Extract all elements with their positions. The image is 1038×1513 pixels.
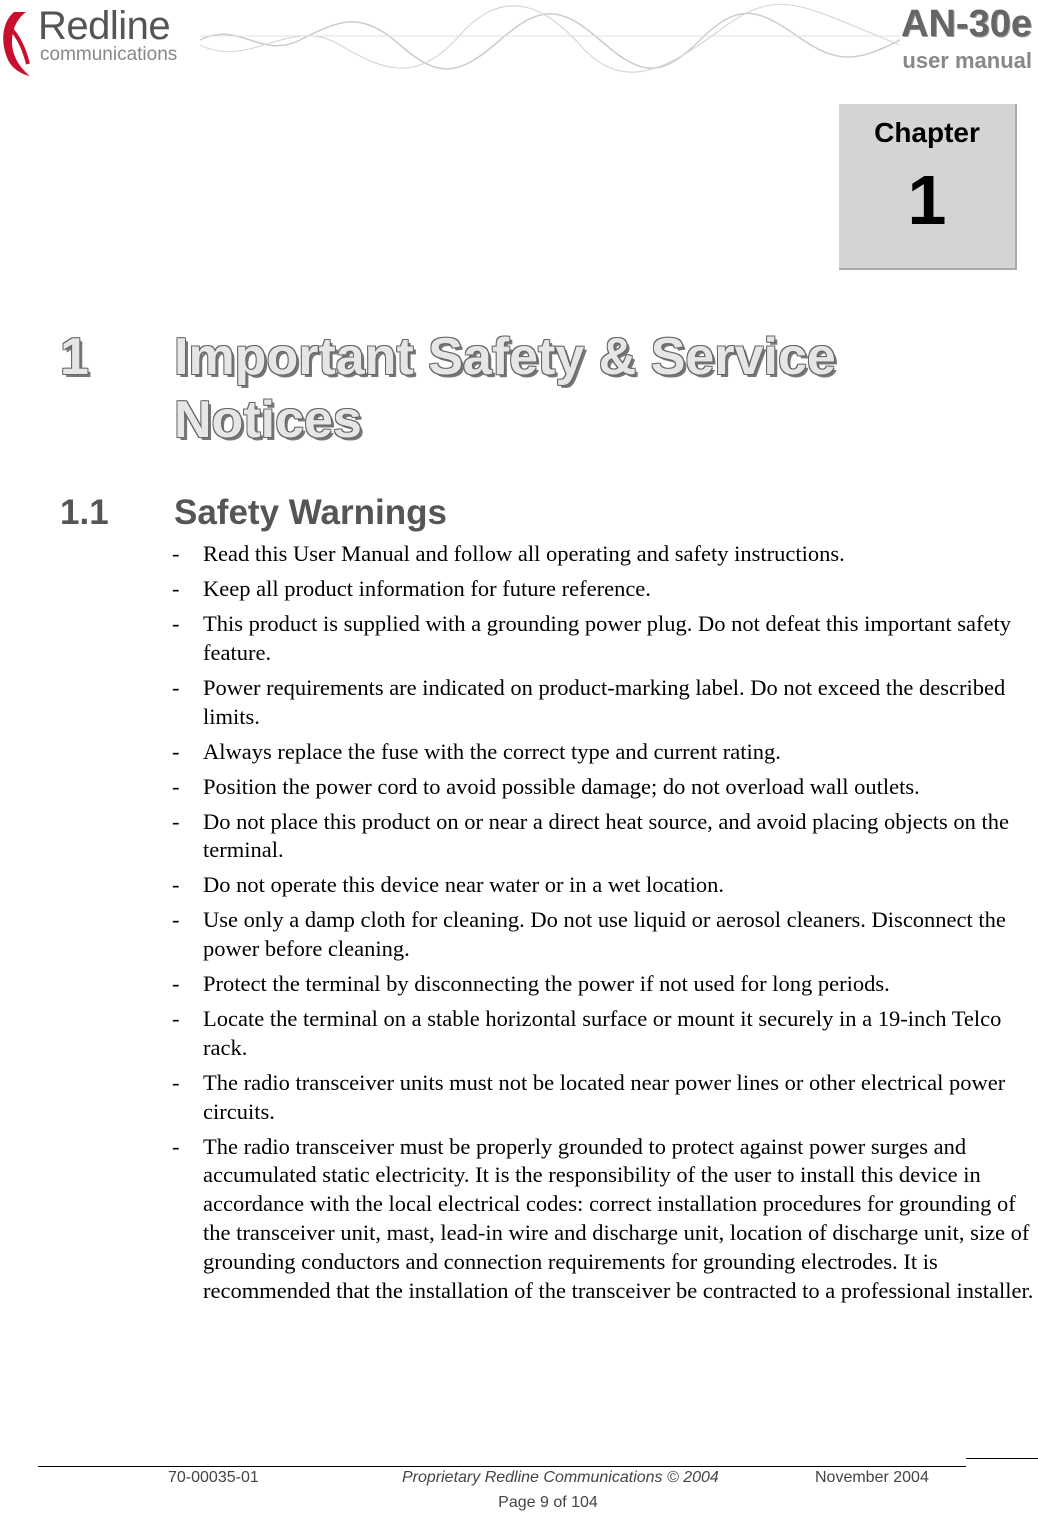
proprietary-notice: Proprietary Redline Communications © 2004 [402, 1469, 719, 1486]
footer-divider-right [966, 1458, 1038, 1459]
list-item: - Position the power cord to avoid possible damage; do not overload wall outlets. [172, 773, 920, 799]
list-item: - Power requirements are indicated on product-marking label. Do not exceed the described limits. [172, 674, 1006, 729]
page-header [0, 0, 1038, 90]
list-item: - Locate the terminal on a stable horizontal surface or mount it securely in a 19-inch Telco rack. [172, 1006, 1002, 1060]
footer-date: November 2004 [815, 1469, 929, 1486]
section-number: 1.1 [60, 493, 109, 532]
warning-text: Always replace the fuse with the correct type and current rating. [203, 738, 781, 764]
chapter-heading-title: Important Safety & Service Notices [174, 328, 836, 449]
chapter-heading-number: 1 [60, 328, 89, 386]
list-item: - This product is supplied with a grounding power plug. Do not defeat this important safety feature. [172, 610, 1011, 665]
list-item: - Protect the terminal by disconnecting the power if not used for long periods. [172, 971, 890, 997]
list-item: - The radio transceiver must be properly grounded to protect against power surges and accumulated static electricity. It is the responsibility of the user to install this device in accordance with the local electrical codes: correct installation procedures for grounding of the transceiver unit, mast, lead-in wire and discharge unit, location of discharge unit, size of grounding conductors and connection requirements for grounding electrodes. It is recommended that the installation of the transceiver be contracted to a professional installer. [172, 1133, 1034, 1303]
list-item: - Use only a damp cloth for cleaning. Do not use liquid or aerosol cleaners. Disconnect the power before cleaning. [172, 907, 1006, 962]
list-item: - Always replace the fuse with the correct type and current rating. [172, 738, 781, 764]
warning-text: Use only a damp cloth for cleaning. Do not use liquid or aerosol cleaners. Disconnect the power before cleaning. [203, 907, 1006, 962]
warning-text: Power requirements are indicated on product-marking label. Do not exceed the described limits. [203, 674, 1006, 729]
warning-text: The radio transceiver must be properly grounded to protect against power surges and accumulated static electricity. It is the responsibility of the user to install this device in accordance with the local electrical codes: correct installation procedures for grounding of the transceiver unit, mast, lead-in wire and discharge unit, location of discharge unit, size of grounding conductors and connection requirements for grounding electrodes. It is recommended that the installation of the transceiver be contracted to a professional installer. [203, 1133, 1034, 1303]
list-item: - Keep all product information for future reference. [172, 575, 651, 601]
list-item: - Do not place this product on or near a direct heat source, and avoid placing objects on the terminal. [172, 808, 1009, 863]
chapter-label: Chapter [874, 117, 980, 148]
list-item: - Do not operate this device near water or in a wet location. [172, 872, 725, 898]
product-name: AN-30e [901, 3, 1032, 45]
warning-text: Protect the terminal by disconnecting the power if not used for long periods. [203, 971, 890, 997]
manual-label: user manual [902, 48, 1032, 73]
list-item: - The radio transceiver units must not be located near power lines or other electrical power circuits. [172, 1069, 1006, 1124]
warning-text: Do not place this product on or near a direct heat source, and avoid placing objects on the terminal. [203, 808, 1009, 863]
logo-name: Redline [38, 4, 171, 48]
warning-text: Locate the terminal on a stable horizontal surface or mount it securely in a 19-inch Telco rack. [203, 1006, 1002, 1060]
warning-text: Keep all product information for future reference. [203, 575, 651, 601]
doc-number: 70-00035-01 [168, 1469, 259, 1486]
warning-text: Read this User Manual and follow all operating and safety instructions. [203, 541, 845, 566]
safety-warnings-list [172, 540, 1038, 1312]
warning-text: Position the power cord to avoid possible damage; do not overload wall outlets. [203, 773, 920, 799]
logo-subtitle: communications [40, 44, 178, 65]
footer-divider [38, 1466, 966, 1467]
chapter-number: 1 [907, 161, 947, 239]
section-title: Safety Warnings [174, 493, 447, 532]
section-heading [60, 492, 447, 534]
warning-text: Do not operate this device near water or in a wet location. [203, 872, 725, 898]
header-wave-decoration [200, 0, 900, 85]
warning-text: This product is supplied with a grounding power plug. Do not defeat this important safety feature. [203, 610, 1011, 665]
redline-logo-icon [0, 8, 40, 78]
page-number: Page 9 of 104 [498, 1494, 598, 1511]
warning-text: The radio transceiver units must not be located near power lines or other electrical power circuits. [203, 1069, 1006, 1124]
list-item: - Read this User Manual and follow all operating and safety instructions. [172, 541, 845, 566]
chapter-box [839, 104, 1017, 270]
